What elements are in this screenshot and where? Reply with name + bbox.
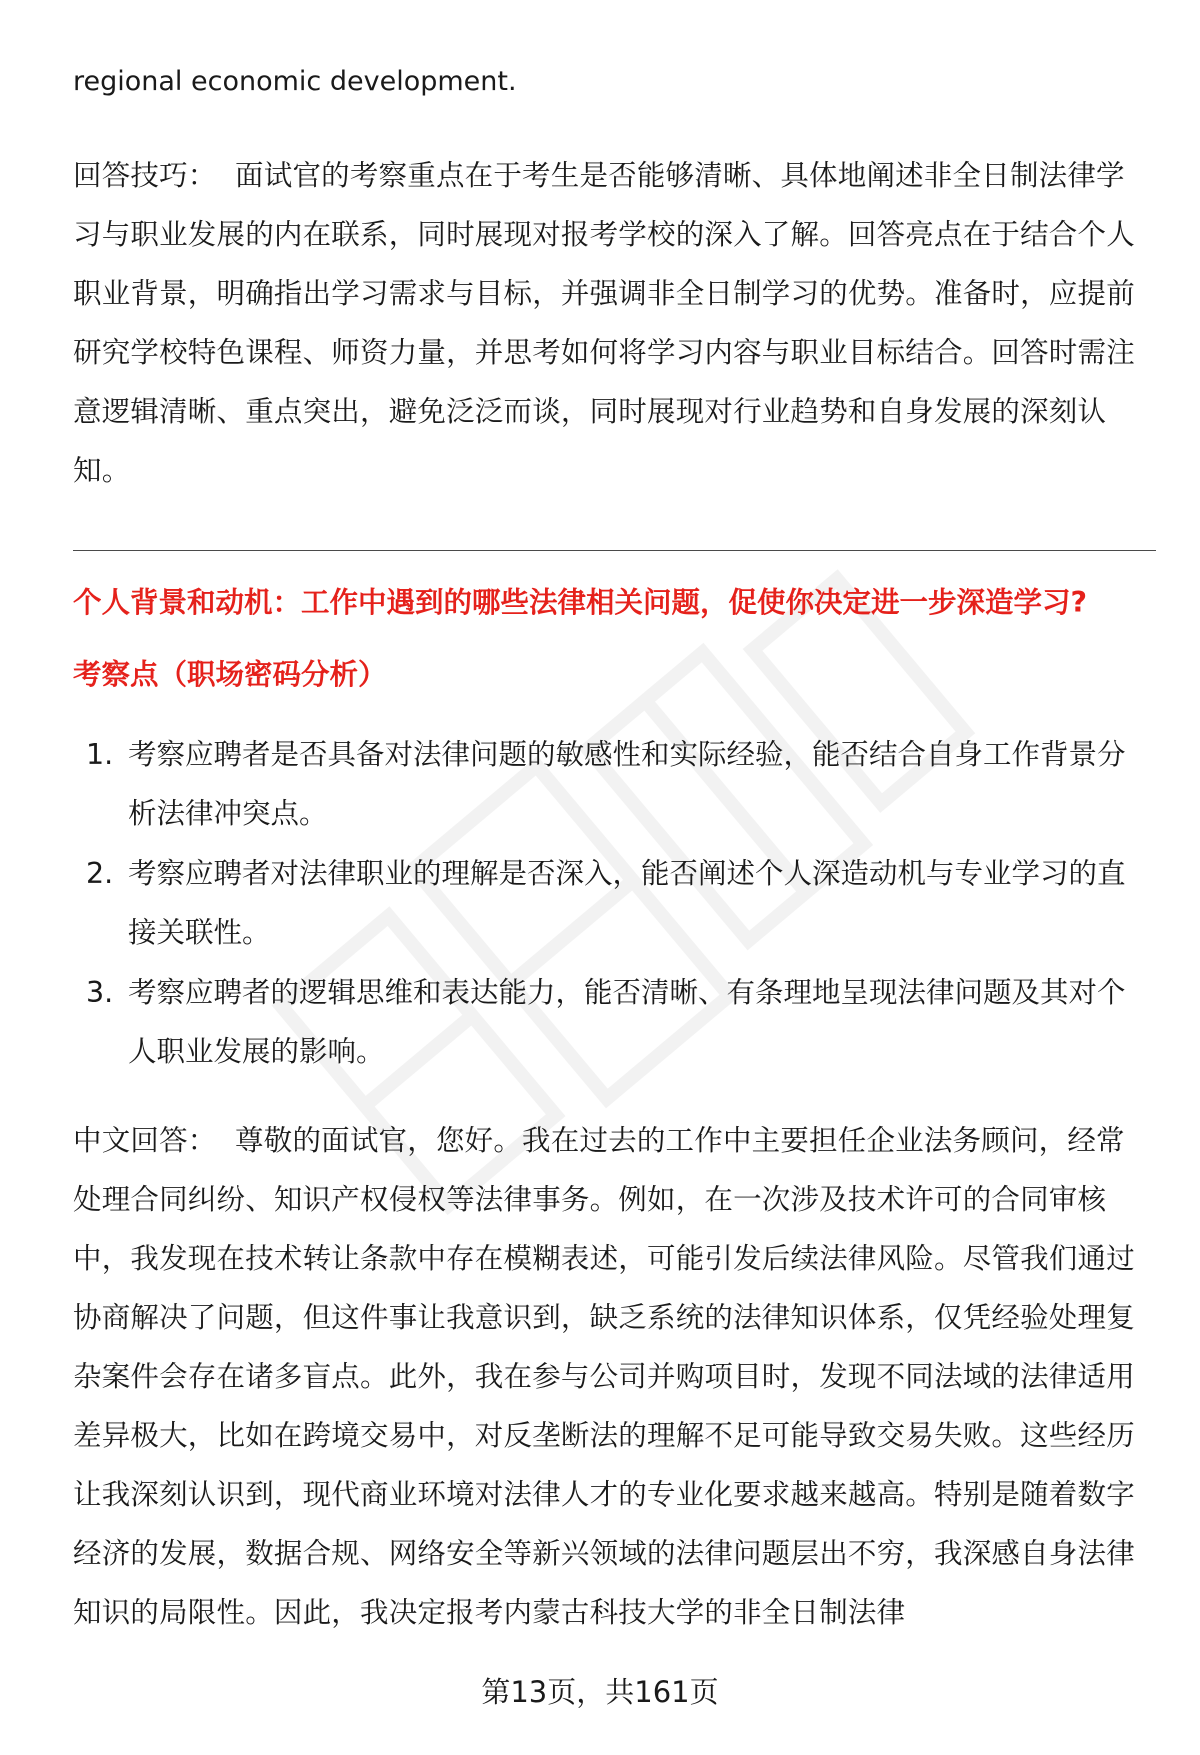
list-item-number: 2. bbox=[86, 857, 114, 890]
answer-tips-text: 面试官的考察重点在于考生是否能够清晰、具体地阐述非全日制法律学习与职业发展的内在联系，同时展现对报考学校的深入了解。回答亮点在于结合个人职业背景，明确指出学习需求与目标，并强调非全日制学习的优势。准备时，应提前研究学校特色课程、师资力量，并思考如何将学习内容与职业目标结合。回答时需注意逻辑清晰、重点突出，避免泛泛而谈，同时展现对行业趋势和自身发展的深刻认知。 bbox=[73, 159, 1135, 487]
list-item-number: 1. bbox=[86, 738, 114, 771]
assessment-points-heading: 考察点（职场密码分析） bbox=[73, 658, 387, 691]
chinese-answer-text: 尊敬的面试官，您好。我在过去的工作中主要担任企业法务顾问，经常处理合同纠纷、知识产权侵权等法律事务。例如，在一次涉及技术许可的合同审核中，我发现在技术转让条款中存在模糊表述，可能引发后续法律风险。尽管我们通过协商解决了问题，但这件事让我意识到，缺乏系统的法律知识体系，仅凭经验处理复杂案件会存在诸多盲点。此外，我在参与公司并购项目时，发现不同法域的法律适用差异极大，比如在跨境交易中，对反垄断法的理解不足可能导致交易失败。这些经历让我深刻认识到，现代商业环境对法律人才的专业化要求越来越高。特别是随着数字经济的发展，数据合规、网络安全等新兴领域的法律问题层出不穷，我深感自身法律知识的局限性。因此，我决定报考内蒙古科技大学的非全日制法律 bbox=[73, 1124, 1135, 1629]
chinese-answer-paragraph bbox=[73, 1111, 1153, 1642]
assessment-points-list bbox=[73, 725, 1153, 1082]
list-item-number: 3. bbox=[86, 976, 114, 1009]
answer-tips-label: 回答技巧： bbox=[73, 159, 217, 192]
list-item bbox=[73, 725, 1153, 843]
continued-english-line: regional economic development. bbox=[73, 66, 517, 97]
answer-tips-paragraph bbox=[73, 146, 1153, 500]
section-divider bbox=[73, 550, 1156, 551]
list-item bbox=[73, 963, 1153, 1081]
page-number-footer: 第13页，共161页 bbox=[481, 1675, 719, 1709]
list-item-text: 考察应聘者是否具备对法律问题的敏感性和实际经验，能否结合自身工作背景分析法律冲突点。 bbox=[128, 738, 1126, 830]
question-heading: 个人背景和动机：工作中遇到的哪些法律相关问题，促使你决定进一步深造学习? bbox=[73, 586, 1088, 619]
list-item bbox=[73, 844, 1153, 962]
list-item-text: 考察应聘者对法律职业的理解是否深入，能否阐述个人深造动机与专业学习的直接关联性。 bbox=[128, 857, 1126, 949]
chinese-answer-label: 中文回答： bbox=[73, 1124, 217, 1157]
list-item-text: 考察应聘者的逻辑思维和表达能力，能否清晰、有条理地呈现法律问题及其对个人职业发展的影响。 bbox=[128, 976, 1126, 1068]
